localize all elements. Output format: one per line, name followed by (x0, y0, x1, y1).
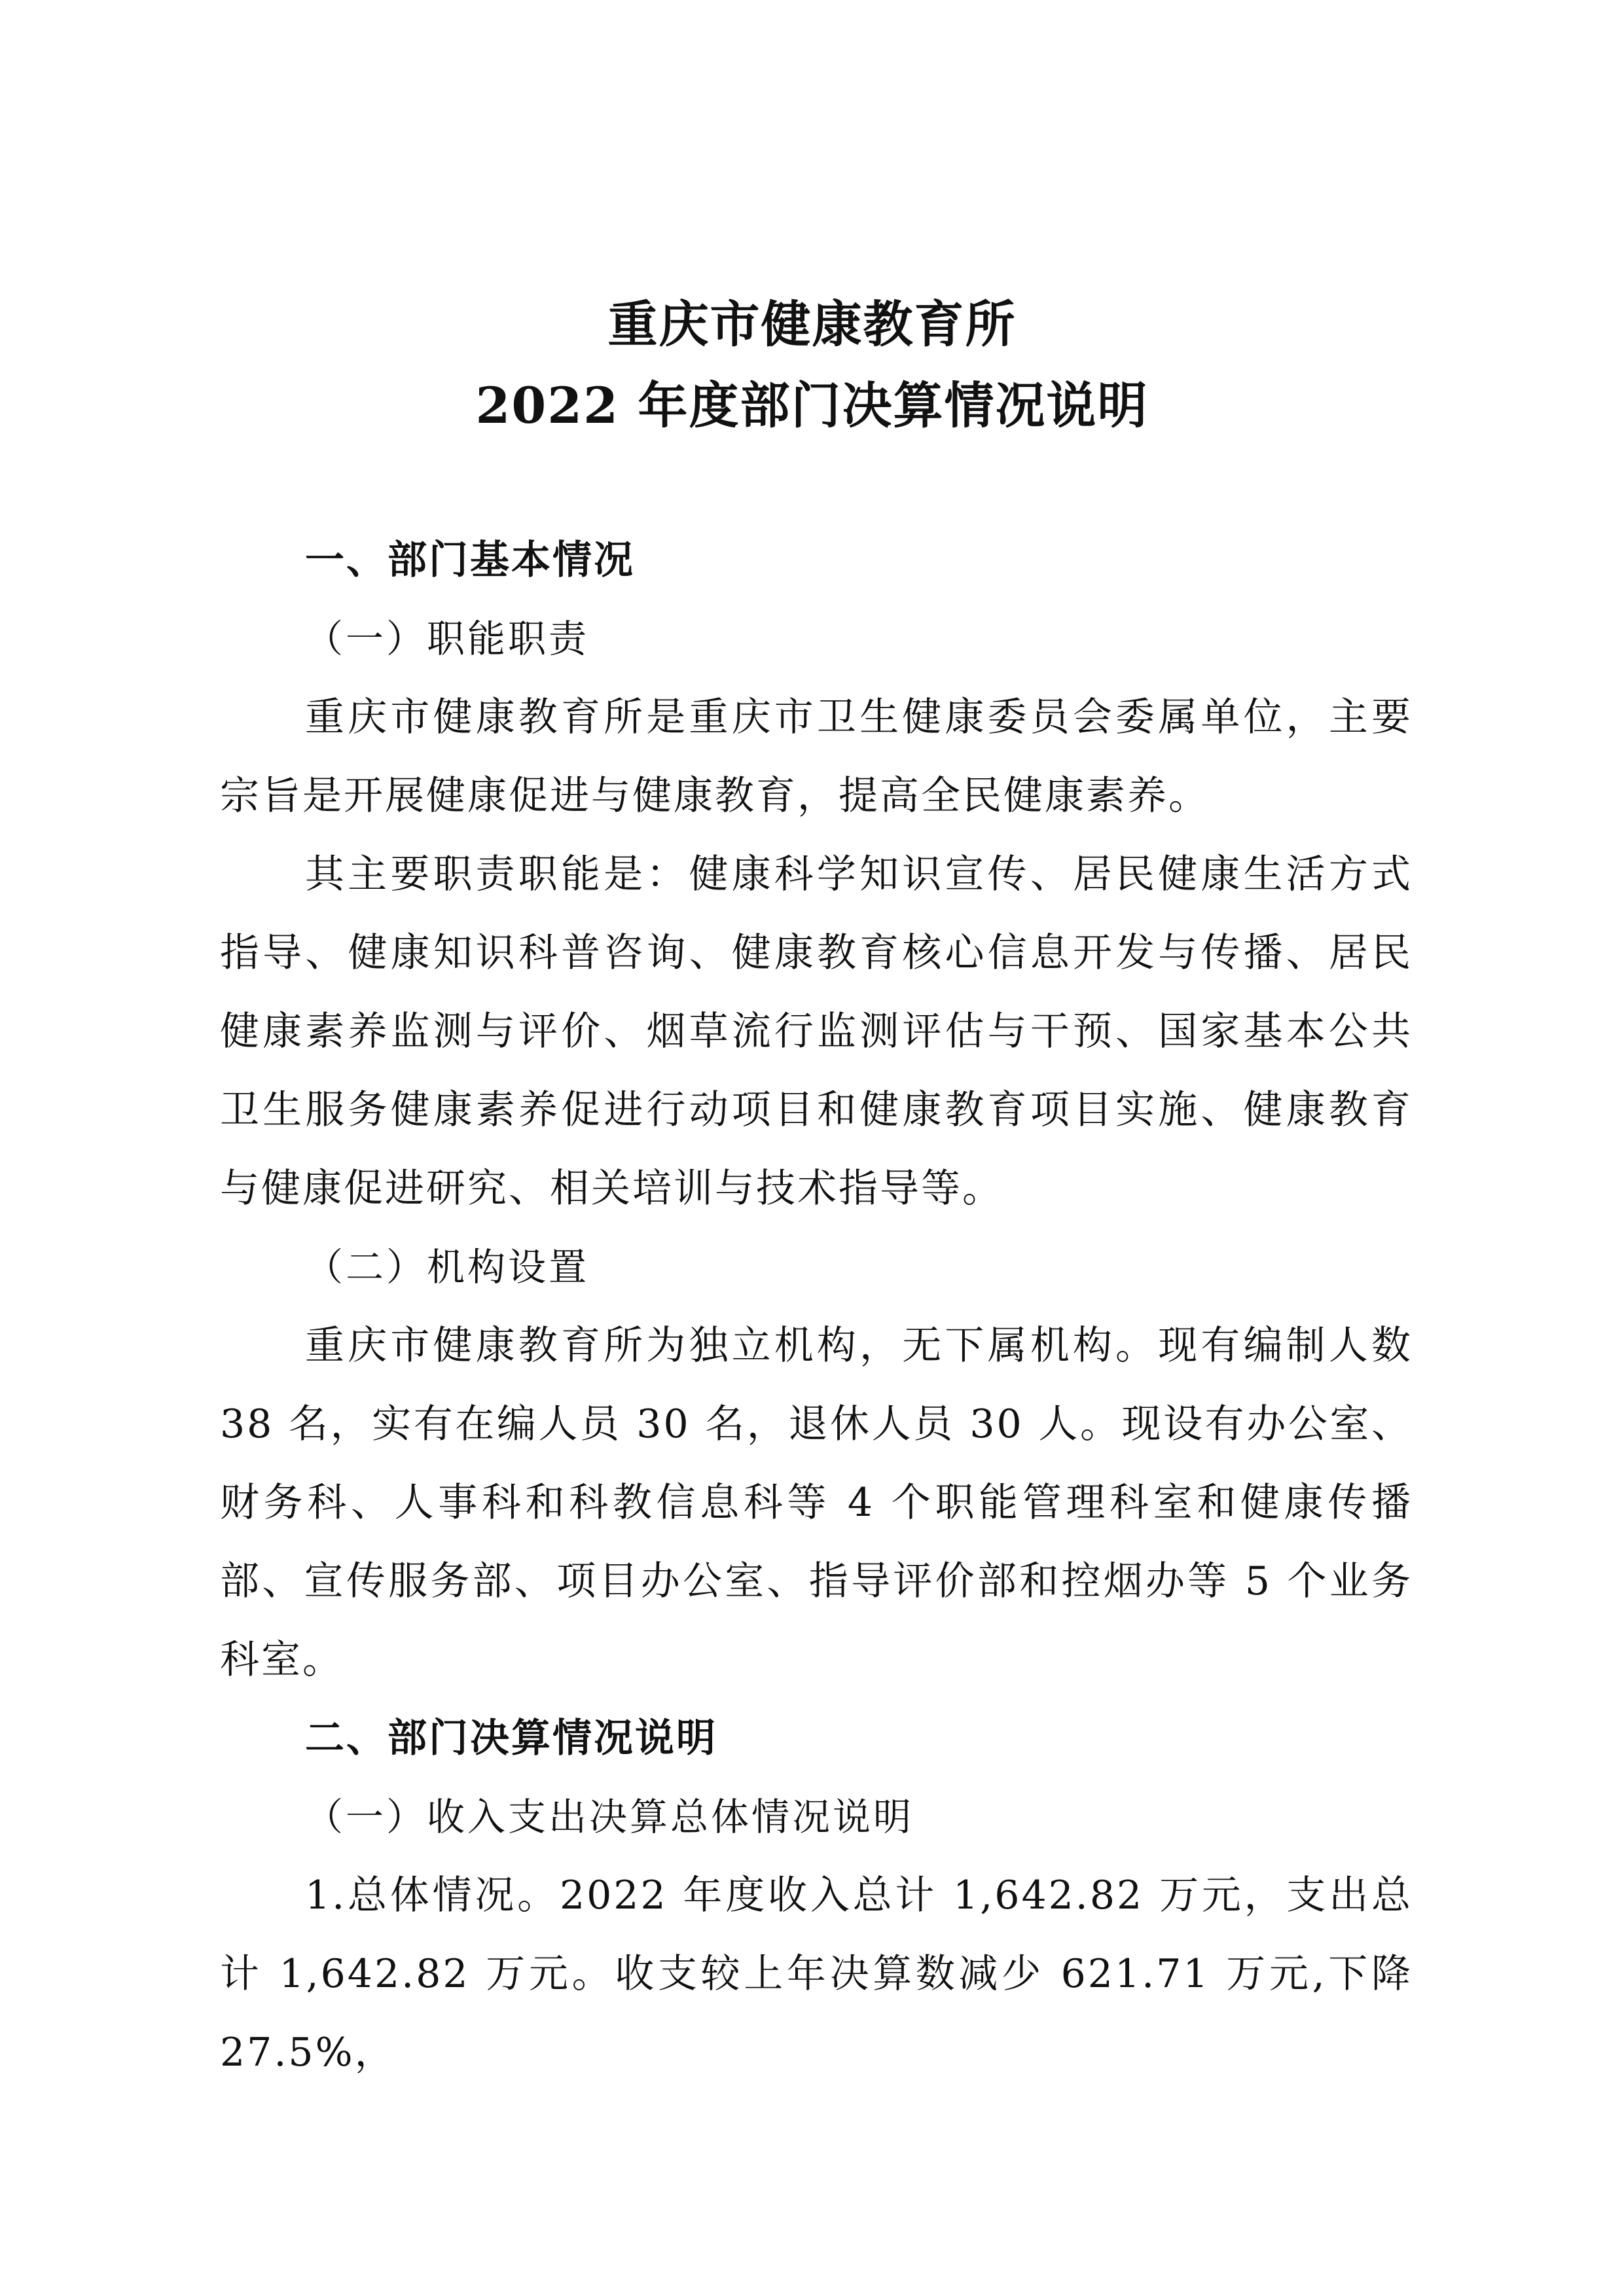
sub1-heading: （一）职能职责 (305, 617, 590, 661)
paragraph-overall: 1.总体情况。2022 年度收入总计 1,642.82 万元，支出总计 1,642.82 万元。收支较上年决算数减少 621.71 万元,下降 27.5%， (220, 1873, 1413, 2075)
paragraph-organization: 重庆市健康教育所为独立机构，无下属机构。现有编制人数 38 名，实有在编人员 30 名，退休人员 30 人。现设有办公室、财务科、人事科和科教信息科等 4 个职能管理科室和健康传播部、宣传服务部、项目办公室、指导评价部和控烟办等 5 个业务科室。 (220, 1323, 1413, 1683)
paragraph-purpose: 重庆市健康教育所是重庆市卫生健康委员会委属单位，主要宗旨是开展健康促进与健康教育，提高全民健康素养。 (220, 694, 1413, 819)
section1-heading: 一、部门基本情况 (305, 537, 635, 583)
document-body (220, 521, 1413, 2092)
sub3-heading: （一）收入支出决算总体情况说明 (305, 1795, 914, 1839)
document-title-line1: 重庆市健康教育所 (607, 295, 1017, 353)
section2-heading: 二、部门决算情况说明 (305, 1715, 717, 1761)
paragraph-duties: 其主要职责职能是：健康科学知识宣传、居民健康生活方式指导、健康知识科普咨询、健康教育核心信息开发与传播、居民健康素养监测与评价、烟草流行监测评估与干预、国家基本公共卫生服务健康素养促进行动项目和健康教育项目实施、健康教育与健康促进研究、相关培训与技术指导等。 (220, 852, 1413, 1211)
sub2-heading: （二）机构设置 (305, 1245, 590, 1289)
document-title-line2: 2022 年度部门决算情况说明 (475, 376, 1149, 435)
